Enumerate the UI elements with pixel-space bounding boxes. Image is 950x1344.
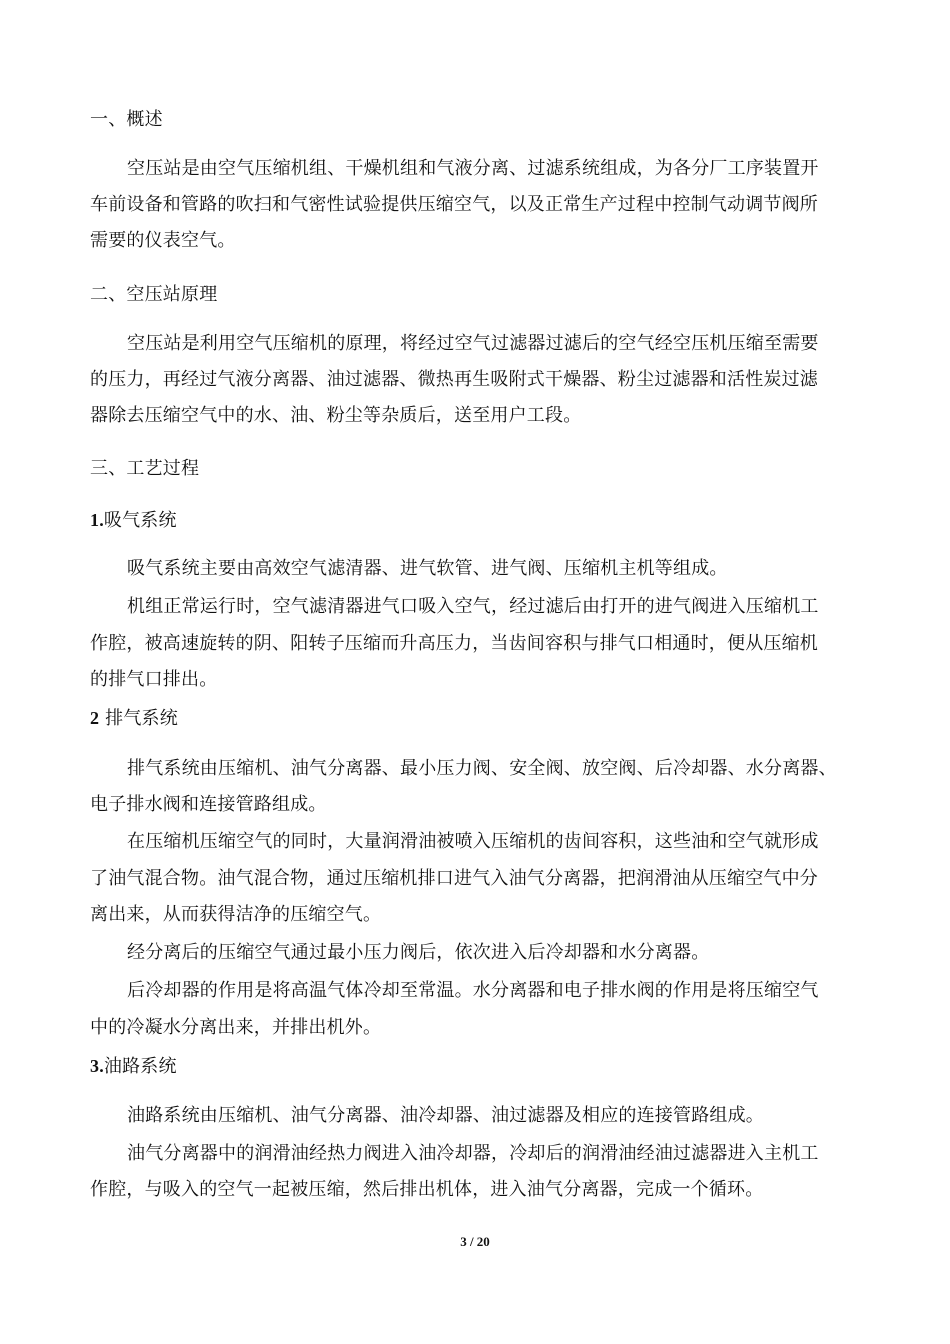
section-heading-overview: 一、概述: [90, 109, 163, 130]
paragraph-line: 排气系统由压缩机、油气分离器、最小压力阀、安全阀、放空阀、后冷却器、水分离器、: [127, 758, 837, 779]
paragraph-line: 车前设备和管路的吹扫和气密性试验提供压缩空气，以及正常生产过程中控制气动调节阀所: [90, 194, 818, 215]
subheading-title: 排气系统: [99, 708, 178, 729]
paragraph-line: 机组正常运行时，空气滤清器进气口吸入空气，经过滤后由打开的进气阀进入压缩机工: [127, 596, 819, 617]
subheading-intake-system: [90, 508, 177, 533]
paragraph-line: 经分离后的压缩空气通过最小压力阀后，依次进入后冷却器和水分离器。: [127, 942, 710, 963]
subheading-number: 2: [90, 708, 100, 728]
subheading-number: 1.: [90, 510, 104, 530]
paragraph-line: 电子排水阀和连接管路组成。: [90, 794, 327, 815]
subheading-number: 3.: [90, 1056, 104, 1076]
paragraph-line: 后冷却器的作用是将高温气体冷却至常温。水分离器和电子排水阀的作用是将压缩空气: [127, 980, 819, 1001]
paragraph-line: 油气分离器中的润滑油经热力阀进入油冷却器，冷却后的润滑油经油过滤器进入主机工: [127, 1143, 819, 1164]
paragraph-line: 的压力，再经过气液分离器、油过滤器、微热再生吸附式干燥器、粉尘过滤器和活性炭过滤: [90, 369, 818, 390]
paragraph-line: 作腔，被高速旋转的阴、阳转子压缩而升高压力，当齿间容积与排气口相通时，便从压缩机: [90, 633, 818, 654]
section-heading-process: 三、工艺过程: [90, 458, 200, 479]
section-heading-principle: 二、空压站原理: [90, 284, 218, 305]
paragraph-line: 需要的仪表空气。: [90, 230, 236, 251]
paragraph-line: 在压缩机压缩空气的同时，大量润滑油被喷入压缩机的齿间容积，这些油和空气就形成: [127, 831, 819, 852]
paragraph-line: 器除去压缩空气中的水、油、粉尘等杂质后，送至用户工段。: [90, 405, 582, 426]
paragraph-line: 吸气系统主要由高效空气滤清器、进气软管、进气阀、压缩机主机等组成。: [127, 558, 728, 579]
subheading-oil-system: [90, 1054, 177, 1079]
paragraph-line: 的排气口排出。: [90, 669, 218, 690]
paragraph-line: 中的冷凝水分离出来，并排出机外。: [90, 1017, 382, 1038]
subheading-title: 吸气系统: [103, 510, 177, 531]
page-number: 3 / 20: [460, 1234, 490, 1249]
paragraph-line: 空压站是由空气压缩机组、干燥机组和气液分离、过滤系统组成，为各分厂工序装置开: [127, 158, 819, 179]
paragraph-line: 了油气混合物。油气混合物，通过压缩机排口进气入油气分离器，把润滑油从压缩空气中分: [90, 868, 818, 889]
paragraph-line: 作腔，与吸入的空气一起被压缩，然后排出机体，进入油气分离器，完成一个循环。: [90, 1179, 764, 1200]
paragraph-line: 离出来，从而获得洁净的压缩空气。: [90, 904, 382, 925]
paragraph-line: 空压站是利用空气压缩机的原理，将经过空气过滤器过滤后的空气经空压机压缩至需要: [127, 333, 819, 354]
subheading-exhaust-system: [90, 706, 178, 731]
paragraph-line: 油路系统由压缩机、油气分离器、油冷却器、油过滤器及相应的连接管路组成。: [127, 1105, 764, 1126]
subheading-title: 油路系统: [103, 1056, 177, 1077]
